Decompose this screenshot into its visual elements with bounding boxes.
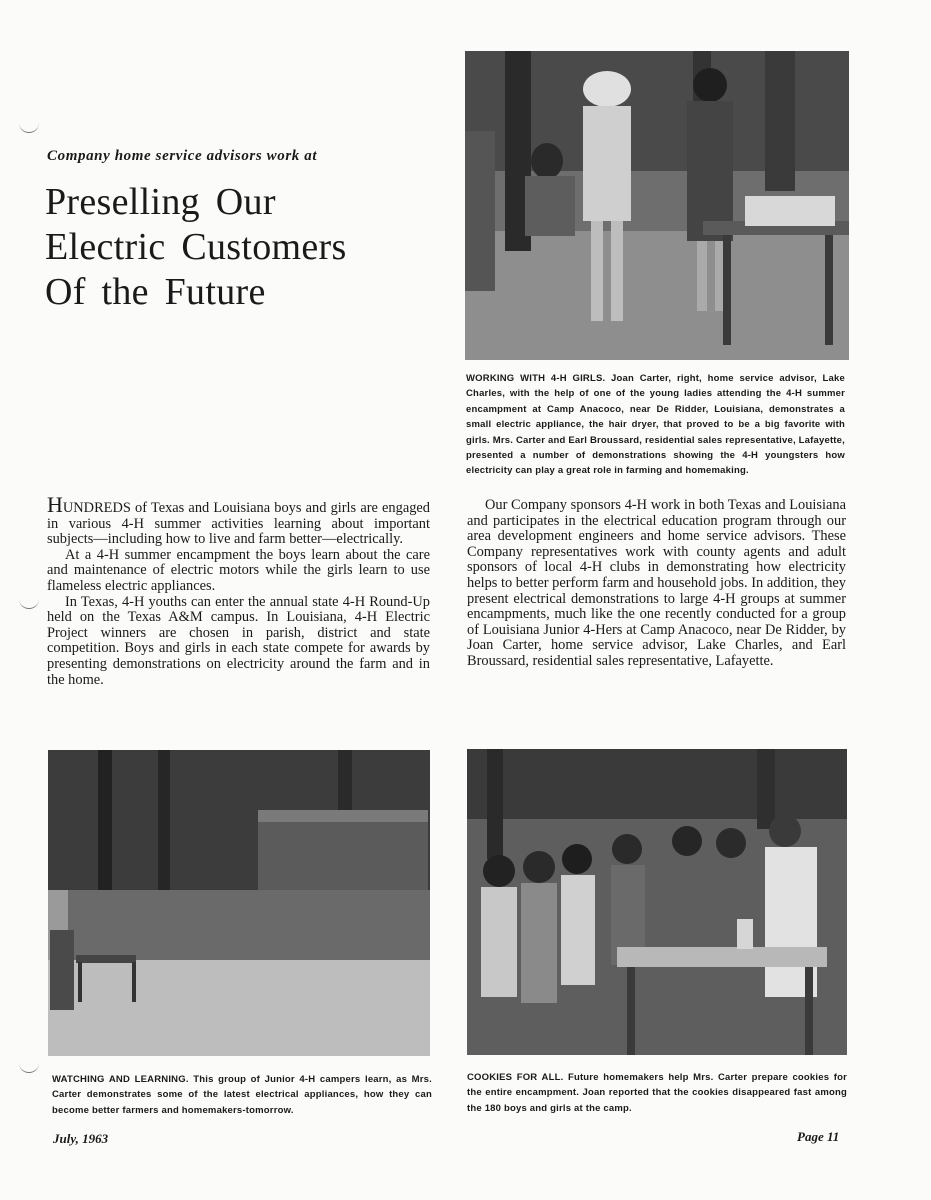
photo-4h-girls-hair-dryer-image <box>465 51 849 360</box>
caption-working-with-4h-girls: WORKING WITH 4-H GIRLS. Joan Carter, right, home service advisor, Lake Charles, with the help of one of the young ladies attending the 4-H summer encampment at Camp Anacoco, near De Ridder, Louisiana, demonstrates a small electric appliance, the hair dryer, that proved to be a big favorite with girls. Mrs. Carter and Earl Broussard, residential sales representative, Lafayette, presented a number of demonstrations showing the 4-H youngsters how electricity can play a great role in farming and homemaking. <box>466 373 845 477</box>
headline-line: Electric Customers <box>45 226 347 268</box>
caption-cookies-for-all: COOKIES FOR ALL. Future homemakers help Mrs. Carter prepare cookies for the entire encampment. Joan reported that the cookies disappeared fast among the 180 boys and girls at the camp. <box>467 1072 847 1114</box>
article-headline <box>45 180 445 315</box>
article-kicker: Company home service advisors work at <box>47 148 318 164</box>
article-body-column-1 <box>47 492 430 688</box>
photo-cookies-for-all-image <box>467 749 847 1055</box>
body-paragraph <box>47 492 430 548</box>
headline-line: Preselling Our <box>45 181 276 223</box>
binder-ring-mark <box>19 118 39 133</box>
article-body-column-2 <box>467 498 846 670</box>
binder-ring-mark <box>19 1058 39 1073</box>
footer-date: July, 1963 <box>53 1131 109 1146</box>
body-paragraph: At a 4-H summer encampment the boys learn about the care and maintenance of electric motors while the girls learn to use flameless electric appliances. <box>47 546 430 594</box>
photo-cookies-for-all <box>467 749 847 1055</box>
caption-watching-and-learning: WATCHING AND LEARNING. This group of Junior 4-H campers learn, as Mrs. Carter demonstrates some of the latest electrical appliances, how they can become better farmers and homemakers-tomorrow. <box>52 1074 432 1116</box>
body-paragraph-text: UNDREDS of Texas and Louisiana boys and girls are engaged in various 4-H summer activities learning about important subjects—including how to live and farm better—electrically. <box>47 500 430 548</box>
drop-cap: H <box>47 492 63 517</box>
binder-ring-mark <box>19 594 39 609</box>
photo-campers-watching <box>48 750 430 1056</box>
headline-line: Of the Future <box>45 271 266 313</box>
photo-campers-watching-image <box>48 750 430 1056</box>
photo-4h-girls-hair-dryer <box>465 51 849 360</box>
footer-page-number: Page 11 <box>797 1129 840 1144</box>
body-paragraph: In Texas, 4-H youths can enter the annual state 4-H Round-Up held on the Texas A&M campus. In Louisiana, 4-H Electric Project winners are chosen in parish, district and state competition. Boys and girls in each state compete for awards by presenting demonstrations on electricity around the farm and in the home. <box>47 593 430 688</box>
body-paragraph: Our Company sponsors 4-H work in both Texas and Louisiana and participates in the electrical education program through our area development engineers and home service advisors. These Company representatives work with county agents and adult sponsors of local 4-H clubs in demonstrating how electricity helps to better perform farm and household jobs. In addition, they present electrical demonstrations to large 4-H groups at summer encampments, much like the one recently conducted for a group of Louisiana Junior 4-Hers at Camp Anacoco, near De Ridder, by Joan Carter, home service advisor, Lake Charles, and Earl Broussard, residential sales representative, Lafayette. <box>467 497 846 669</box>
